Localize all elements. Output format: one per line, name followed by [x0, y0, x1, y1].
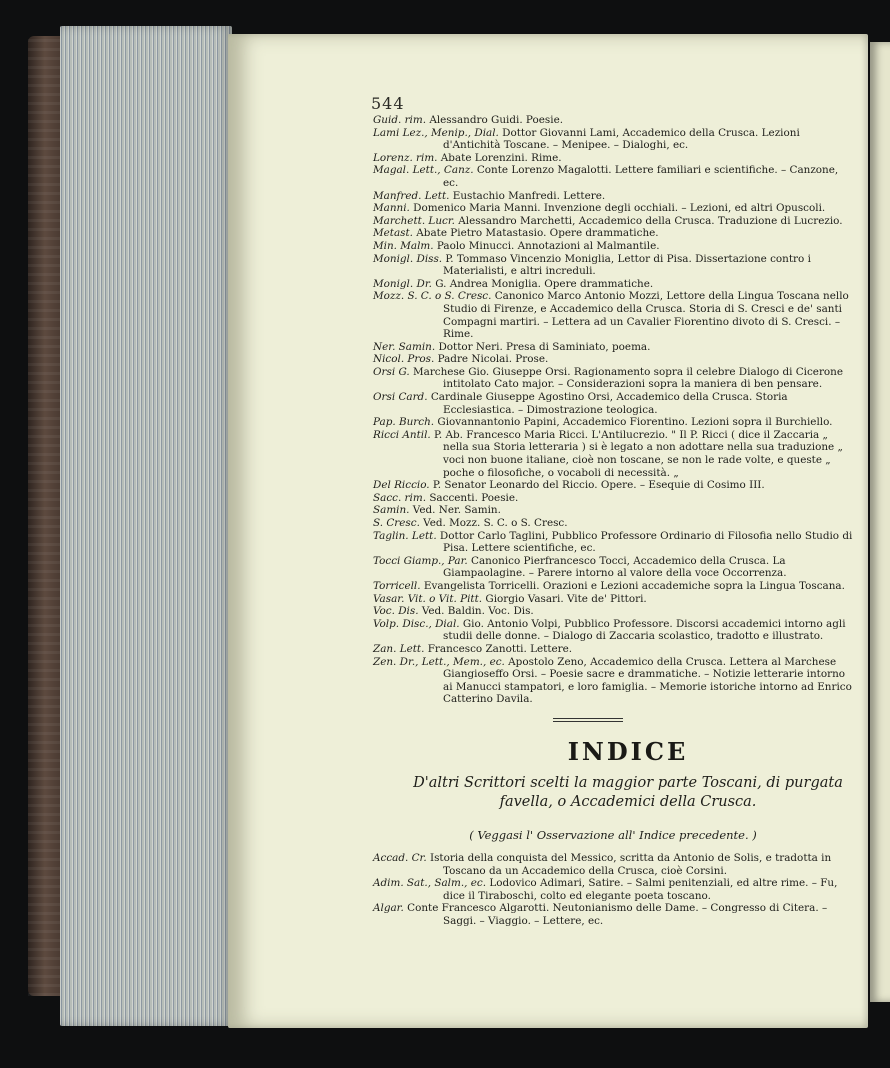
index-entry	[373, 517, 853, 530]
entry-text: Conte Francesco Algarotti. Neutonianismo delle Dame. – Congresso di Citera. – Saggi. – Viaggio. – Lettere, ec.	[403, 902, 828, 927]
section-divider	[553, 718, 623, 719]
book-page	[228, 34, 868, 1028]
entry-text: G. Andrea Moniglia. Opere drammatiche.	[431, 277, 654, 290]
entry-abbreviation: Torricell.	[373, 579, 421, 592]
entry-abbreviation: Pap. Burch.	[373, 416, 435, 429]
index-entry	[373, 127, 853, 152]
entry-text: Conte Lorenzo Magalotti. Lettere familiari e scientifiche. – Canzone, ec.	[443, 164, 839, 189]
entry-abbreviation: Accad. Cr.	[373, 851, 427, 864]
index-entry	[373, 353, 853, 366]
index-entry	[373, 492, 853, 505]
index-entry	[373, 618, 853, 643]
entries-list	[373, 114, 853, 706]
open-book	[28, 22, 890, 1032]
entry-abbreviation: Ner. Samin.	[373, 340, 436, 353]
index-entry	[373, 429, 853, 479]
page-edges	[60, 26, 232, 1026]
index-entry	[373, 152, 853, 165]
index-entry	[373, 593, 853, 606]
index-entry	[373, 605, 853, 618]
entry-abbreviation: Monigl. Diss.	[373, 252, 443, 265]
index-entry	[373, 190, 853, 203]
entry-text: Ved. Mozz. S. C. o S. Cresc.	[419, 517, 568, 529]
entry-text: Francesco Zanotti. Lettere.	[424, 642, 573, 655]
index-entry	[373, 643, 853, 656]
entry-text: Istoria della conquista del Messico, scritta da Antonio de Solis, e tradotta in Toscano da un Accademico della Crusca, cioè Corsini.	[426, 851, 832, 877]
entry-text: Abate Lorenzini. Rime.	[437, 151, 562, 164]
entry-abbreviation: Vasar. Vit. o Vit. Pitt.	[373, 592, 483, 605]
entry-abbreviation: Samin.	[373, 504, 410, 517]
entry-abbreviation: Orsi G.	[373, 365, 410, 378]
entry-abbreviation: Volp. Disc., Dial.	[373, 617, 460, 630]
index-entry	[373, 366, 853, 391]
entry-abbreviation: Zen. Dr., Lett., Mem., ec.	[373, 655, 505, 668]
index-entry	[373, 164, 853, 189]
entry-text: Giorgio Vasari. Vite de' Pittori.	[482, 592, 647, 605]
entry-abbreviation: Nicol. Pros.	[373, 353, 435, 366]
index-entry	[373, 479, 853, 492]
entry-text: Saccenti. Poesie.	[426, 491, 519, 504]
index-entry	[373, 530, 853, 555]
entry-text: Dottor Carlo Taglini, Pubblico Professore Ordinario di Filosofia nello Studio di Pisa. Lettere scientifiche, ec.	[436, 529, 853, 555]
entry-abbreviation: Min. Malm.	[373, 239, 434, 252]
entry-text: Padre Nicolai. Prose.	[434, 353, 549, 366]
entry-abbreviation: Del Riccio.	[373, 479, 430, 492]
entry-abbreviation: Orsi Card.	[373, 391, 428, 404]
indice-entries-list	[373, 852, 853, 928]
entry-abbreviation: Mozz. S. C. o S. Cresc.	[373, 290, 492, 303]
index-entry	[373, 504, 853, 517]
index-entry	[373, 391, 853, 416]
entry-text: Marchese Gio. Giuseppe Orsi. Ragionamento sopra il celebre Dialogo di Cicerone intitolato Cato major. – Considerazioni sopra la maniera di ben pensare.	[409, 365, 844, 391]
indice-subtitle: D'altri Scrittori scelti la maggior parte Toscani, di purgata favella, o Accademici della Crusca.	[413, 774, 843, 810]
entry-abbreviation: Monigl. Dr.	[373, 277, 432, 290]
entry-abbreviation: Ricci Antil.	[373, 428, 431, 441]
indice-title: INDICE	[567, 736, 689, 766]
entry-text: Giovannantonio Papini, Accademico Fiorentino. Lezioni sopra il Burchiello.	[434, 416, 833, 429]
entry-abbreviation: Magal. Lett., Canz.	[373, 164, 474, 177]
index-entry	[373, 852, 853, 877]
index-entry	[373, 416, 853, 429]
facing-page-edge	[870, 42, 890, 1002]
page-content	[373, 114, 853, 927]
entry-abbreviation: Algar.	[373, 902, 404, 915]
entry-text: Alessandro Marchetti, Accademico della Crusca. Traduzione di Lucrezio.	[454, 214, 843, 227]
entry-abbreviation: Guid. rim.	[373, 114, 427, 126]
index-entry	[373, 202, 853, 215]
entry-text: Ved. Baldin. Voc. Dis.	[418, 605, 534, 618]
entry-abbreviation: Manni.	[373, 202, 410, 215]
indice-note: ( Veggasi l' Osservazione all' Indice precedente. )	[469, 827, 757, 842]
entry-text: P. Ab. Francesco Maria Ricci. L'Antilucrezio. " Il P. Ricci ( dice il Zaccaria „ nella sua Storia letteraria ) si è legato a non adottare nella sua traduzione „ voci non buone italiane, cioè non toscane, se non le rade volte, e queste „ poche o filosofiche, o vocaboli di necessità. „	[430, 428, 843, 479]
index-entry	[373, 278, 853, 291]
index-entry	[373, 240, 853, 253]
entry-abbreviation: Manfred. Lett.	[373, 189, 450, 202]
entry-text: Eustachio Manfredi. Lettere.	[449, 189, 606, 202]
entry-abbreviation: Voc. Dis.	[373, 605, 419, 618]
index-entry	[373, 253, 853, 278]
entry-text: Domenico Maria Manni. Invenzione degli occhiali. – Lezioni, ed altri Opuscoli.	[409, 202, 826, 215]
entry-abbreviation: Lorenz. rim.	[373, 151, 438, 164]
entry-text: Canonico Pierfrancesco Tocci, Accademico della Crusca. La Giampaolagine. – Parere intorno al valore della voce Occorrenza.	[443, 554, 787, 580]
entry-text: Dottor Giovanni Lami, Accademico della Crusca. Lezioni d'Antichità Toscane. – Menipee. – Dialoghi, ec.	[443, 126, 800, 152]
entry-text: P. Tommaso Vincenzio Moniglia, Lettor di Pisa. Dissertazione contro i Materialisti, e altri increduli.	[442, 252, 811, 278]
entry-abbreviation: Lami Lez., Menip., Dial.	[373, 126, 499, 139]
entry-abbreviation: Zan. Lett.	[373, 642, 425, 655]
entry-text: Apostolo Zeno, Accademico della Crusca. Lettera al Marchese Giangioseffo Orsi. – Poesie sacre e drammatiche. – Notizie letterarie intorno ai Manucci stampatori, e loro famiglia. – Memorie istoriche intorno ad Enrico Catterino Davila.	[443, 655, 852, 706]
entry-text: P. Senator Leonardo del Riccio. Opere. – Esequie di Cosimo III.	[429, 479, 765, 492]
entry-text: Canonico Marco Antonio Mozzi, Lettore della Lingua Toscana nello Studio di Firenze, e Accademico della Crusca. Storia di S. Cresci e de' santi Compagni martiri. – Lettera ad un Cavalier Fiorentino divoto di S. Cresci. – Rime.	[443, 290, 849, 341]
index-entry	[373, 656, 853, 706]
index-entry	[373, 341, 853, 354]
entry-abbreviation: Marchett. Lucr.	[373, 214, 455, 227]
entry-abbreviation: Taglin. Lett.	[373, 529, 437, 542]
index-entry	[373, 215, 853, 228]
entry-text: Evangelista Torricelli. Orazioni e Lezioni accademiche sopra la Lingua Toscana.	[420, 579, 845, 592]
entry-text: Paolo Minucci. Annotazioni al Malmantile.	[433, 239, 660, 252]
index-entry	[373, 555, 853, 580]
entry-text: Ved. Ner. Samin.	[409, 504, 501, 517]
entry-abbreviation: Sacc. rim.	[373, 491, 427, 504]
entry-text: Abate Pietro Matastasio. Opere drammatiche.	[412, 227, 659, 240]
page-number: 544	[371, 94, 405, 113]
entry-text: Lodovico Adimari, Satire. – Salmi penitenziali, ed altre rime. – Fu, dice il Tiraboschi, colto ed elegante poeta toscano.	[443, 877, 838, 902]
entry-text: Cardinale Giuseppe Agostino Orsi, Accademico della Crusca. Storia Ecclesiastica. – Dimostrazione teologica.	[427, 391, 788, 416]
entry-abbreviation: Tocci Giamp., Par.	[373, 554, 468, 567]
entry-text: Dottor Neri. Presa di Saminiato, poema.	[435, 340, 651, 353]
entry-abbreviation: Metast.	[373, 227, 413, 240]
entry-abbreviation: S. Cresc.	[373, 517, 420, 529]
index-entry	[373, 290, 853, 340]
index-entry	[373, 580, 853, 593]
index-entry	[373, 902, 853, 927]
index-entry	[373, 877, 853, 902]
entry-text: Gio. Antonio Volpi, Pubblico Professore. Discorsi accademici intorno agli studii delle donne. – Dialogo di Zaccaria scolastico, tradotto e illustrato.	[443, 617, 846, 643]
index-entry	[373, 114, 853, 127]
entry-abbreviation: Adim. Sat., Salm., ec.	[373, 877, 487, 890]
index-entry	[373, 227, 853, 240]
entry-text: Alessandro Guidi. Poesie.	[426, 114, 564, 126]
